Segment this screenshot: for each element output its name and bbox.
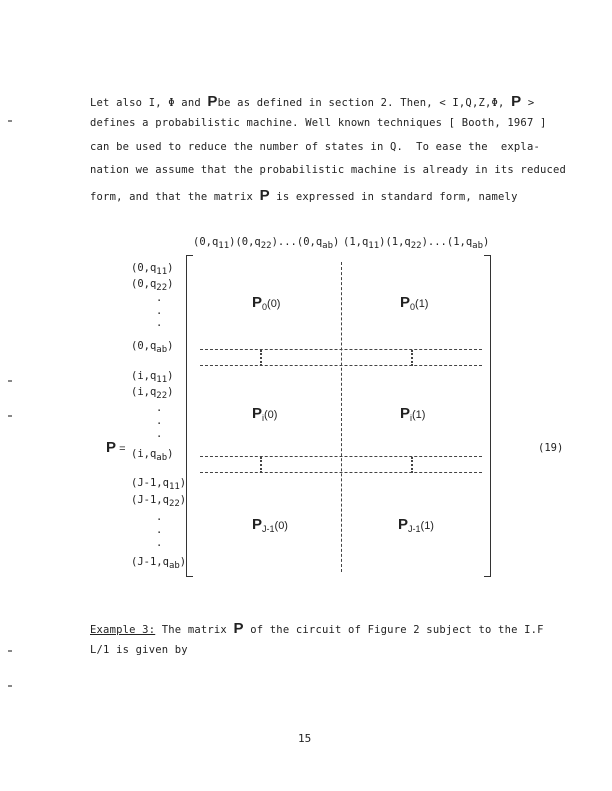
row-label: $(i,q_{22})$ <box>131 386 174 401</box>
vdots-label: · <box>156 308 163 320</box>
col-header-right: $(1,q_{11})(1,q_{22})...(1,q_{ab})$ <box>343 236 490 251</box>
row-label: $(i,q_{ab})$ <box>131 448 174 463</box>
page-number: 15 <box>298 732 312 745</box>
vdots-label: · <box>156 295 163 307</box>
vdots-label: · <box>156 514 163 526</box>
row-label: $(0,q_{ab})$ <box>131 340 174 355</box>
margin-mark <box>8 380 12 382</box>
example-line-2: L/1 is given by <box>90 644 188 656</box>
right-bracket <box>484 255 491 577</box>
vdots-label: · <box>156 431 163 443</box>
example-label: Example 3: <box>90 624 156 636</box>
vertical-divider <box>341 262 342 572</box>
row-label: $(J-1,q_{ab})$ <box>131 556 187 571</box>
vdots-label: · <box>156 405 163 417</box>
vdots-label: · <box>156 320 163 332</box>
margin-mark <box>8 650 12 652</box>
block-pj-1: $P_{J-1}(1)$ <box>398 516 434 534</box>
row-label: $(0,q_{11})$ <box>131 262 174 277</box>
row-label: $(J-1,q_{22})$ <box>131 494 187 509</box>
equation-number: (19) <box>538 442 564 454</box>
dots-marker <box>260 457 262 473</box>
horizontal-divider <box>200 456 482 457</box>
paragraph-line-4: nation we assume that the probabilistic machine is already in its reduced <box>90 164 567 176</box>
paragraph-line-5: form, and that the matrix P is expressed in standard form, namely <box>90 187 518 204</box>
row-label: $(J-1,q_{11})$ <box>131 477 187 492</box>
block-pj-0: $P_{J-1}(0)$ <box>252 516 288 534</box>
dots-marker <box>260 350 262 366</box>
block-p0-0: $P_0(0)$ <box>252 294 281 312</box>
paragraph-line-3: can be used to reduce the number of states in Q. To ease the expla- <box>90 141 540 153</box>
dots-marker <box>411 457 413 473</box>
vdots-label: · <box>156 540 163 552</box>
horizontal-divider <box>200 365 482 366</box>
margin-mark <box>8 685 12 687</box>
horizontal-divider <box>200 349 482 350</box>
col-header-left: $(0,q_{11})(0,q_{22})...(0,q_{ab})$ <box>193 236 340 251</box>
block-p0-1: $P_0(1)$ <box>400 294 429 312</box>
matrix-lhs: P = <box>106 439 126 456</box>
block-pi-0: $P_i(0)$ <box>252 405 278 423</box>
paragraph-line-1: Let also I, Φ and Pbe as defined in section 2. Then, < I,Q,Z,Φ, P > <box>90 93 535 110</box>
example-line-1: Example 3: The matrix P of the circuit of Figure 2 subject to the I.F <box>90 620 544 637</box>
block-pi-1: $P_i(1)$ <box>400 405 426 423</box>
vdots-label: · <box>156 527 163 539</box>
row-label: $(i,q_{11})$ <box>131 370 174 385</box>
horizontal-divider <box>200 472 482 473</box>
dots-marker <box>411 350 413 366</box>
margin-mark <box>8 120 12 122</box>
paragraph-line-2: defines a probabilistic machine. Well known techniques [ Booth, 1967 ] <box>90 117 547 129</box>
left-bracket <box>186 255 193 577</box>
margin-mark <box>8 415 12 417</box>
vdots-label: · <box>156 418 163 430</box>
row-label: $(0,q_{22})$ <box>131 278 174 293</box>
